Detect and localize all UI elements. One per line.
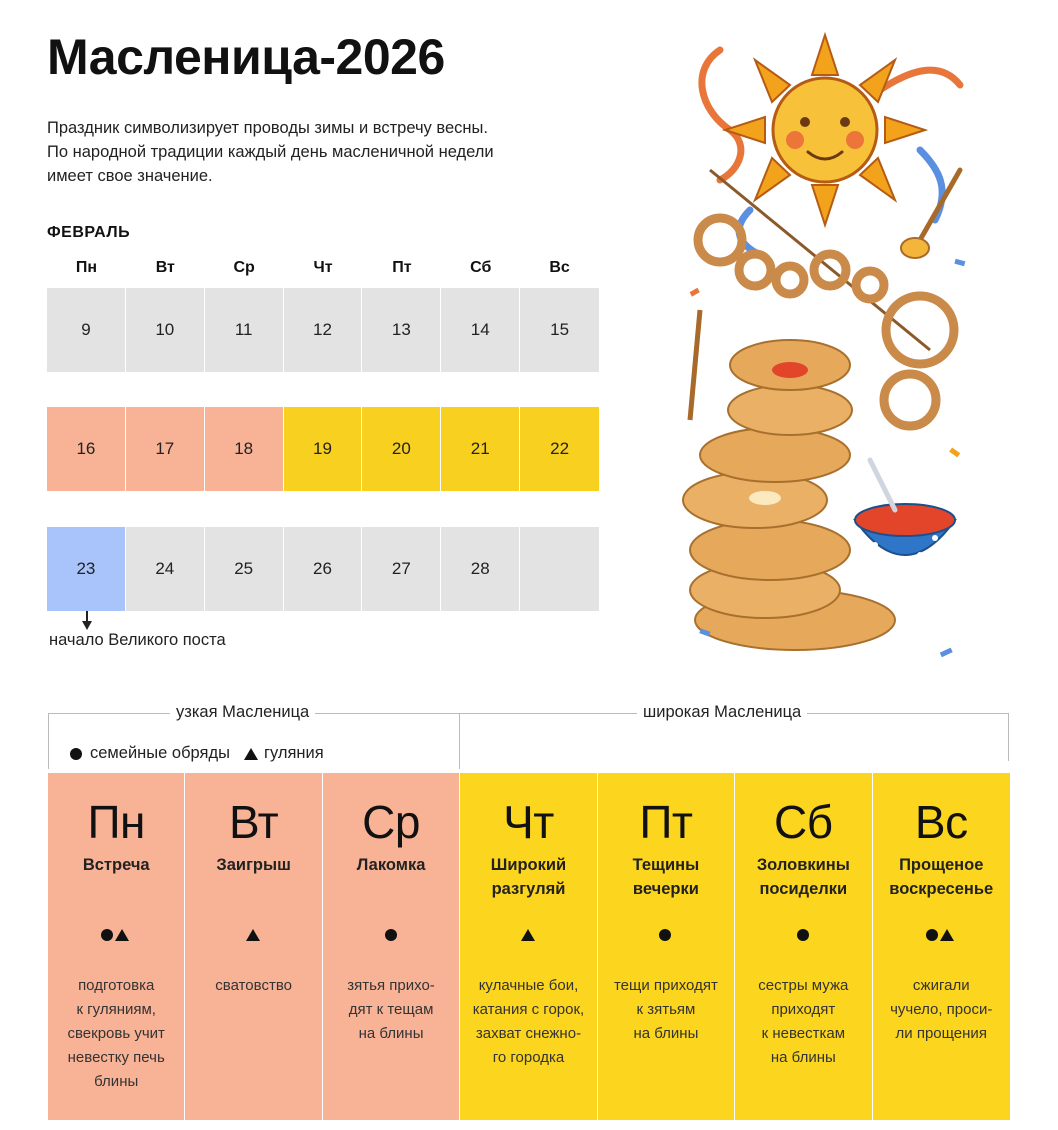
day-abbr: Сб	[774, 796, 833, 848]
day-name-line: Тещины	[632, 856, 700, 874]
circle-icon	[797, 929, 809, 941]
day-description-line: на блины	[770, 1049, 836, 1066]
legend-family-label: семейные обряды	[90, 744, 230, 762]
triangle-icon	[521, 929, 535, 941]
weekday-label: Пт	[392, 259, 412, 276]
day-abbr: Вт	[229, 796, 279, 848]
weekday-label: Ср	[233, 259, 255, 276]
circle-icon	[101, 929, 113, 941]
day-description	[466, 974, 590, 1070]
intro-line: Праздник символизирует проводы зимы и встречу весны.	[47, 119, 488, 137]
day-description-line: сватовство	[215, 977, 292, 994]
legend	[70, 744, 324, 763]
day-icons	[873, 927, 1010, 943]
day-name-line: Заигрыш	[216, 856, 291, 874]
circle-icon	[70, 748, 82, 760]
legend-festivities-label: гуляния	[263, 744, 324, 762]
day-name-line: вечерки	[632, 880, 699, 898]
day-abbr: Чт	[503, 796, 554, 848]
day-name-line: Лакомка	[356, 856, 426, 874]
wide-maslenitsa-label: широкая Масленица	[637, 703, 807, 722]
intro-text	[47, 116, 607, 188]
page-title: Масленица-2026	[47, 29, 445, 85]
day-name	[735, 853, 871, 901]
day-description-line: захват снежно-	[475, 1025, 582, 1042]
weekday-label: Чт	[313, 259, 333, 276]
day-description-line: к невесткам	[761, 1025, 846, 1042]
day-description-line: сестры мужа	[758, 977, 849, 994]
calendar-day-wide-maslenitsa: 20	[362, 407, 441, 491]
calendar-day: 15	[520, 288, 599, 372]
calendar-day: 28	[441, 527, 520, 611]
weekday-label: Сб	[470, 259, 492, 276]
circle-icon	[926, 929, 938, 941]
day-icons	[323, 927, 459, 943]
calendar-day: 26	[284, 527, 363, 611]
calendar-day: 25	[205, 527, 284, 611]
sun-icon	[725, 35, 925, 225]
day-abbr: Вс	[914, 796, 968, 848]
day-icons	[735, 927, 871, 943]
day-name	[598, 853, 734, 901]
day-icons	[460, 927, 596, 943]
day-description-line: сжигали	[912, 977, 970, 994]
calendar-day: 13	[362, 288, 441, 372]
day-card	[460, 773, 597, 1120]
calendar-month: ФЕВРАЛЬ	[47, 224, 131, 241]
day-description	[54, 974, 178, 1094]
calendar-day: 9	[47, 288, 126, 372]
day-description-line: свекровь учит	[67, 1025, 165, 1042]
calendar-day-wide-maslenitsa: 22	[520, 407, 599, 491]
day-name-line: Прощеное	[899, 856, 984, 874]
triangle-icon	[244, 748, 258, 760]
day-card	[323, 773, 460, 1120]
day-name-line: Встреча	[82, 856, 150, 874]
calendar-day-narrow-maslenitsa: 17	[126, 407, 205, 491]
maslenitsa-days	[48, 773, 1010, 1120]
calendar-day-wide-maslenitsa: 19	[284, 407, 363, 491]
day-description-line: ли прощения	[895, 1025, 987, 1042]
triangle-icon	[940, 929, 954, 941]
calendar-week-1	[47, 288, 599, 372]
calendar-week-2	[47, 407, 599, 491]
day-name	[185, 853, 321, 877]
day-description	[879, 974, 1004, 1046]
day-description-line: го городка	[492, 1049, 565, 1066]
calendar-day: 10	[126, 288, 205, 372]
honey-dipper-icon	[901, 170, 960, 258]
calendar-day: 12	[284, 288, 363, 372]
day-description-line: катания с горок,	[472, 1001, 585, 1018]
day-description-line: к гуляниям,	[76, 1001, 156, 1018]
arrow-down-icon	[82, 621, 92, 630]
day-name-line: Золовкины	[756, 856, 850, 874]
calendar-day: 24	[126, 527, 205, 611]
maslenitsa-illustration	[680, 30, 980, 675]
calendar-weekday-header	[47, 259, 599, 277]
day-abbr: Ср	[362, 796, 420, 848]
day-description-line: к зятьям	[636, 1001, 696, 1018]
intro-line: имеет свое значение.	[47, 167, 213, 185]
calendar-day-narrow-maslenitsa: 18	[205, 407, 284, 491]
day-description-line: тещи приходят	[613, 977, 718, 994]
day-description	[329, 974, 453, 1046]
bracket-divider-tick	[459, 713, 460, 769]
calendar-day-empty	[520, 527, 599, 611]
day-description-line: на блины	[358, 1025, 424, 1042]
day-name	[460, 853, 596, 901]
day-name-line: посиделки	[759, 880, 848, 898]
day-card	[48, 773, 185, 1120]
caviar-bowl-icon	[855, 460, 955, 563]
narrow-maslenitsa-label: узкая Масленица	[170, 703, 315, 722]
day-card	[598, 773, 735, 1120]
day-name	[323, 853, 459, 877]
calendar-day: 14	[441, 288, 520, 372]
day-name	[48, 853, 184, 877]
pancake-stack-icon	[683, 310, 895, 650]
day-icons	[48, 927, 184, 943]
bracket-left-tick	[48, 713, 49, 769]
calendar-week-3	[47, 527, 599, 611]
circle-icon	[385, 929, 397, 941]
calendar-day-lent-start: 23	[47, 527, 126, 611]
day-description-line: кулачные бои,	[478, 977, 579, 994]
day-card	[735, 773, 872, 1120]
day-card	[185, 773, 322, 1120]
calendar-day-narrow-maslenitsa: 16	[47, 407, 126, 491]
day-description-line: невестку печь	[67, 1049, 165, 1066]
day-description-line: приходят	[771, 1001, 836, 1018]
circle-icon	[659, 929, 671, 941]
day-description-line: на блины	[633, 1025, 699, 1042]
calendar-day-wide-maslenitsa: 21	[441, 407, 520, 491]
triangle-icon	[115, 929, 129, 941]
day-description	[741, 974, 865, 1070]
day-description	[604, 974, 728, 1046]
day-description-line: блины	[94, 1073, 139, 1090]
day-icons	[185, 927, 321, 943]
weekday-label: Пн	[75, 259, 98, 276]
weekday-label: Вт	[155, 259, 175, 276]
day-name-line: Широкий	[490, 856, 567, 874]
day-description-line: дят к тещам	[348, 1001, 434, 1018]
day-description	[191, 974, 315, 998]
day-abbr: Пт	[639, 796, 693, 848]
day-description-line: чучело, проси-	[890, 1001, 993, 1018]
day-name-line: разгуляй	[491, 880, 566, 898]
day-abbr: Пн	[87, 796, 145, 848]
lent-note: начало Великого поста	[49, 631, 226, 649]
intro-line: По народной традиции каждый день масленичной недели	[47, 143, 494, 161]
weekday-label: Вс	[549, 259, 570, 276]
day-icons	[598, 927, 734, 943]
day-name	[873, 853, 1010, 901]
day-card	[873, 773, 1010, 1120]
day-description-line: подготовка	[78, 977, 155, 994]
day-name-line: воскресенье	[889, 880, 994, 898]
triangle-icon	[246, 929, 260, 941]
calendar-day: 27	[362, 527, 441, 611]
calendar-day: 11	[205, 288, 284, 372]
day-description-line: зятья прихо-	[347, 977, 435, 994]
bracket-right-tick	[1008, 713, 1009, 761]
